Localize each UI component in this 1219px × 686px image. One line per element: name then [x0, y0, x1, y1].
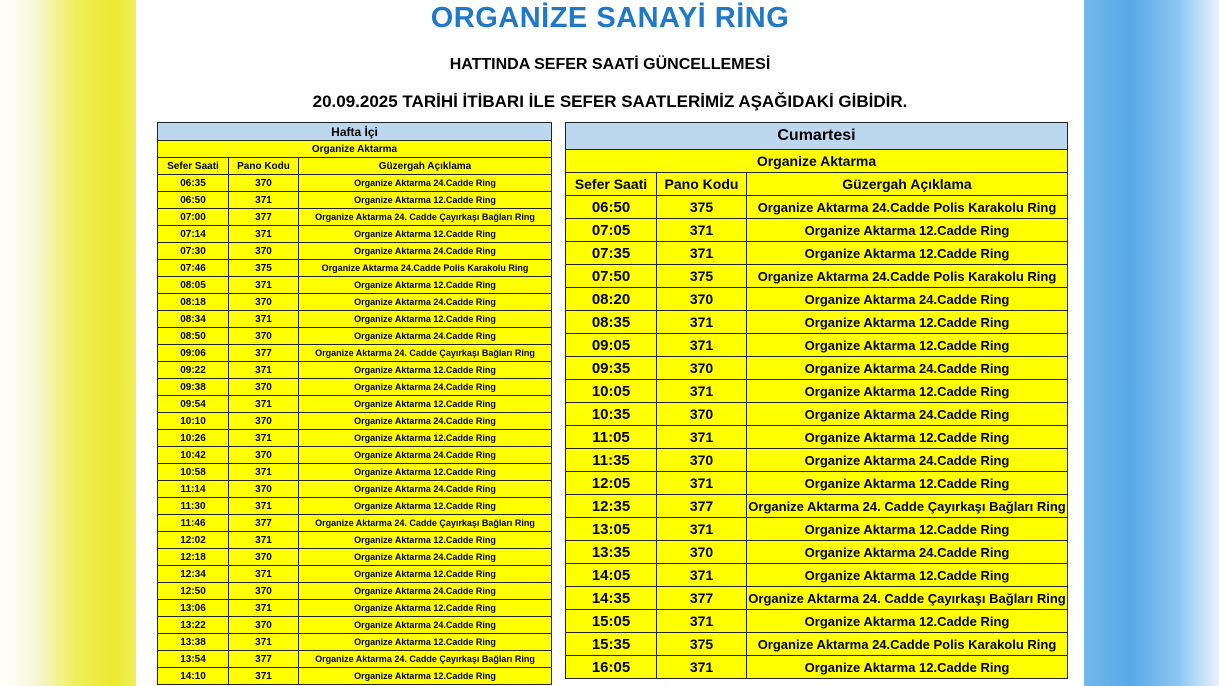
route-description: Organize Aktarma 24.Cadde Polis Karakolu Ring: [747, 196, 1068, 219]
departure-time: 08:35: [566, 311, 657, 334]
route-code: 371: [229, 600, 299, 617]
weekday-table: [157, 122, 552, 685]
route-code: 371: [657, 334, 747, 357]
departure-time: 10:10: [158, 413, 229, 430]
departure-time: 10:35: [566, 403, 657, 426]
route-description: Organize Aktarma 24. Cadde Çayırkaşı Bağları Ring: [747, 495, 1068, 518]
departure-time: 07:35: [566, 242, 657, 265]
departure-time: 11:14: [158, 481, 229, 498]
route-description: Organize Aktarma 24.Cadde Ring: [299, 413, 552, 430]
table-row: [158, 260, 552, 277]
table-row: [566, 656, 1068, 679]
column-header-time: Sefer Saati: [158, 158, 229, 175]
table-row: [158, 311, 552, 328]
table-row: [158, 413, 552, 430]
route-code: 371: [229, 498, 299, 515]
route-description: Organize Aktarma 12.Cadde Ring: [299, 566, 552, 583]
route-code: 370: [229, 481, 299, 498]
column-header-route: Güzergah Açıklama: [747, 173, 1068, 196]
route-code: 375: [657, 196, 747, 219]
table-row: [566, 610, 1068, 633]
departure-time: 09:54: [158, 396, 229, 413]
route-code: 371: [657, 610, 747, 633]
table-row: [566, 541, 1068, 564]
route-code: 375: [657, 633, 747, 656]
route-code: 371: [229, 430, 299, 447]
route-code: 371: [657, 472, 747, 495]
table-row: [158, 430, 552, 447]
route-description: Organize Aktarma 24.Cadde Ring: [747, 449, 1068, 472]
route-code: 377: [229, 209, 299, 226]
departure-time: 10:05: [566, 380, 657, 403]
route-code: 375: [229, 260, 299, 277]
table-row: [158, 583, 552, 600]
departure-time: 09:35: [566, 357, 657, 380]
route-code: 370: [229, 294, 299, 311]
table-row: [158, 600, 552, 617]
route-code: 371: [229, 277, 299, 294]
departure-time: 07:14: [158, 226, 229, 243]
route-description: Organize Aktarma 12.Cadde Ring: [299, 226, 552, 243]
column-header-code: Pano Kodu: [229, 158, 299, 175]
table-row: [158, 277, 552, 294]
stop-header: Organize Aktarma: [158, 141, 552, 158]
day-header: Cumartesi: [566, 123, 1068, 150]
table-row: [158, 192, 552, 209]
route-description: Organize Aktarma 24.Cadde Ring: [299, 294, 552, 311]
departure-time: 08:05: [158, 277, 229, 294]
table-row: [566, 311, 1068, 334]
departure-time: 16:05: [566, 656, 657, 679]
route-description: Organize Aktarma 12.Cadde Ring: [299, 668, 552, 685]
route-code: 371: [657, 311, 747, 334]
departure-time: 13:38: [158, 634, 229, 651]
table-row: [566, 495, 1068, 518]
background-right-blue: [1083, 0, 1219, 686]
table-row: [158, 447, 552, 464]
route-description: Organize Aktarma 12.Cadde Ring: [299, 277, 552, 294]
departure-time: 07:05: [566, 219, 657, 242]
departure-time: 10:42: [158, 447, 229, 464]
column-header-code: Pano Kodu: [657, 173, 747, 196]
route-description: Organize Aktarma 24.Cadde Polis Karakolu Ring: [299, 260, 552, 277]
table-row: [158, 226, 552, 243]
route-code: 371: [657, 219, 747, 242]
table-row: [566, 449, 1068, 472]
departure-time: 08:50: [158, 328, 229, 345]
table-row: [566, 403, 1068, 426]
background-left-yellow: [0, 0, 140, 686]
route-code: 371: [229, 532, 299, 549]
table-row: [566, 334, 1068, 357]
table-row: [158, 243, 552, 260]
route-description: Organize Aktarma 12.Cadde Ring: [299, 600, 552, 617]
table-row: [158, 617, 552, 634]
route-description: Organize Aktarma 24. Cadde Çayırkaşı Bağları Ring: [747, 587, 1068, 610]
route-description: Organize Aktarma 12.Cadde Ring: [747, 242, 1068, 265]
route-description: Organize Aktarma 12.Cadde Ring: [299, 311, 552, 328]
departure-time: 08:20: [566, 288, 657, 311]
route-description: Organize Aktarma 12.Cadde Ring: [747, 518, 1068, 541]
table-row: [566, 426, 1068, 449]
departure-time: 13:06: [158, 600, 229, 617]
departure-time: 07:00: [158, 209, 229, 226]
route-code: 371: [657, 426, 747, 449]
route-description: Organize Aktarma 12.Cadde Ring: [299, 362, 552, 379]
table-row: [158, 651, 552, 668]
table-row: [158, 396, 552, 413]
route-description: Organize Aktarma 24.Cadde Ring: [747, 403, 1068, 426]
table-row: [158, 668, 552, 685]
route-description: Organize Aktarma 24.Cadde Ring: [299, 447, 552, 464]
table-row: [566, 518, 1068, 541]
table-row: [566, 380, 1068, 403]
route-description: Organize Aktarma 24. Cadde Çayırkaşı Bağları Ring: [299, 209, 552, 226]
route-description: Organize Aktarma 12.Cadde Ring: [299, 430, 552, 447]
route-code: 370: [229, 243, 299, 260]
route-code: 370: [657, 357, 747, 380]
route-description: Organize Aktarma 24.Cadde Ring: [299, 583, 552, 600]
route-code: 370: [657, 288, 747, 311]
departure-time: 12:34: [158, 566, 229, 583]
route-code: 370: [229, 379, 299, 396]
departure-time: 08:18: [158, 294, 229, 311]
route-description: Organize Aktarma 12.Cadde Ring: [299, 634, 552, 651]
table-row: [158, 175, 552, 192]
route-code: 377: [229, 651, 299, 668]
departure-time: 14:10: [158, 668, 229, 685]
route-description: Organize Aktarma 12.Cadde Ring: [747, 219, 1068, 242]
route-description: Organize Aktarma 12.Cadde Ring: [299, 532, 552, 549]
table-row: [566, 357, 1068, 380]
day-header: Hafta İçi: [158, 123, 552, 141]
table-row: [158, 481, 552, 498]
route-description: Organize Aktarma 24. Cadde Çayırkaşı Bağları Ring: [299, 345, 552, 362]
route-code: 370: [657, 541, 747, 564]
route-code: 370: [657, 403, 747, 426]
departure-time: 06:50: [566, 196, 657, 219]
table-row: [158, 294, 552, 311]
table-row: [158, 328, 552, 345]
route-description: Organize Aktarma 24.Cadde Ring: [299, 328, 552, 345]
departure-time: 13:54: [158, 651, 229, 668]
route-description: Organize Aktarma 24.Cadde Ring: [299, 617, 552, 634]
table-row: [158, 498, 552, 515]
departure-time: 13:22: [158, 617, 229, 634]
route-code: 377: [229, 515, 299, 532]
route-code: 371: [657, 242, 747, 265]
route-description: Organize Aktarma 12.Cadde Ring: [747, 334, 1068, 357]
route-code: 370: [229, 175, 299, 192]
table-row: [158, 209, 552, 226]
route-code: 370: [229, 413, 299, 430]
route-code: 370: [657, 449, 747, 472]
departure-time: 07:30: [158, 243, 229, 260]
departure-time: 12:02: [158, 532, 229, 549]
saturday-table: [565, 122, 1068, 679]
table-row: [158, 532, 552, 549]
route-description: Organize Aktarma 12.Cadde Ring: [299, 396, 552, 413]
route-description: Organize Aktarma 24.Cadde Ring: [299, 481, 552, 498]
route-code: 370: [229, 617, 299, 634]
departure-time: 12:35: [566, 495, 657, 518]
route-code: 371: [229, 311, 299, 328]
departure-time: 11:35: [566, 449, 657, 472]
column-header-route: Güzergah Açıklama: [299, 158, 552, 175]
table-row: [158, 379, 552, 396]
route-description: Organize Aktarma 12.Cadde Ring: [747, 564, 1068, 587]
table-row: [566, 564, 1068, 587]
departure-time: 13:35: [566, 541, 657, 564]
table-row: [158, 566, 552, 583]
route-code: 371: [229, 192, 299, 209]
weekday-schedule: [157, 122, 552, 685]
route-code: 375: [657, 265, 747, 288]
departure-time: 06:50: [158, 192, 229, 209]
route-code: 370: [229, 328, 299, 345]
route-description: Organize Aktarma 12.Cadde Ring: [299, 464, 552, 481]
route-description: Organize Aktarma 24. Cadde Çayırkaşı Bağları Ring: [299, 515, 552, 532]
departure-time: 09:06: [158, 345, 229, 362]
route-code: 370: [229, 447, 299, 464]
departure-time: 07:50: [566, 265, 657, 288]
route-code: 377: [229, 345, 299, 362]
route-description: Organize Aktarma 12.Cadde Ring: [299, 192, 552, 209]
route-code: 377: [657, 587, 747, 610]
page-subtitle: HATTINDA SEFER SAATİ GÜNCELLEMESİ: [449, 56, 771, 73]
departure-time: 09:38: [158, 379, 229, 396]
departure-time: 12:05: [566, 472, 657, 495]
route-code: 371: [229, 226, 299, 243]
departure-time: 12:50: [158, 583, 229, 600]
route-code: 370: [229, 583, 299, 600]
route-description: Organize Aktarma 24.Cadde Ring: [299, 379, 552, 396]
departure-time: 14:35: [566, 587, 657, 610]
route-code: 371: [229, 668, 299, 685]
table-row: [566, 472, 1068, 495]
table-row: [566, 242, 1068, 265]
departure-time: 09:05: [566, 334, 657, 357]
table-row: [158, 362, 552, 379]
departure-time: 11:05: [566, 426, 657, 449]
route-description: Organize Aktarma 24. Cadde Çayırkaşı Bağları Ring: [299, 651, 552, 668]
table-row: [158, 464, 552, 481]
route-description: Organize Aktarma 24.Cadde Polis Karakolu Ring: [747, 633, 1068, 656]
table-row: [566, 265, 1068, 288]
route-code: 371: [657, 380, 747, 403]
route-code: 371: [229, 566, 299, 583]
table-row: [158, 634, 552, 651]
route-description: Organize Aktarma 12.Cadde Ring: [747, 472, 1068, 495]
route-description: Organize Aktarma 12.Cadde Ring: [299, 498, 552, 515]
departure-time: 12:18: [158, 549, 229, 566]
departure-time: 11:30: [158, 498, 229, 515]
table-row: [566, 587, 1068, 610]
route-code: 377: [657, 495, 747, 518]
route-description: Organize Aktarma 12.Cadde Ring: [747, 426, 1068, 449]
route-code: 371: [229, 464, 299, 481]
departure-time: 07:46: [158, 260, 229, 277]
saturday-schedule: [565, 122, 1068, 679]
route-description: Organize Aktarma 24.Cadde Ring: [299, 175, 552, 192]
route-description: Organize Aktarma 12.Cadde Ring: [747, 380, 1068, 403]
route-description: Organize Aktarma 12.Cadde Ring: [747, 610, 1068, 633]
departure-time: 11:46: [158, 515, 229, 532]
route-code: 371: [657, 518, 747, 541]
effective-date-notice: 20.09.2025 TARİHİ İTİBARI İLE SEFER SAATLERİMİZ AŞAĞIDAKİ GİBİDİR.: [312, 92, 908, 111]
route-code: 371: [229, 396, 299, 413]
route-description: Organize Aktarma 24.Cadde Ring: [747, 288, 1068, 311]
route-code: 370: [229, 549, 299, 566]
route-description: Organize Aktarma 24.Cadde Polis Karakolu Ring: [747, 265, 1068, 288]
departure-time: 06:35: [158, 175, 229, 192]
route-description: Organize Aktarma 24.Cadde Ring: [299, 243, 552, 260]
stop-header: Organize Aktarma: [566, 150, 1068, 173]
route-code: 371: [229, 362, 299, 379]
column-header-time: Sefer Saati: [566, 173, 657, 196]
table-row: [158, 345, 552, 362]
table-row: [158, 515, 552, 532]
route-description: Organize Aktarma 24.Cadde Ring: [747, 357, 1068, 380]
departure-time: 15:05: [566, 610, 657, 633]
departure-time: 10:58: [158, 464, 229, 481]
departure-time: 08:34: [158, 311, 229, 328]
table-row: [158, 549, 552, 566]
departure-time: 13:05: [566, 518, 657, 541]
route-description: Organize Aktarma 12.Cadde Ring: [747, 656, 1068, 679]
route-description: Organize Aktarma 24.Cadde Ring: [747, 541, 1068, 564]
route-code: 371: [657, 564, 747, 587]
departure-time: 15:35: [566, 633, 657, 656]
route-code: 371: [657, 656, 747, 679]
table-row: [566, 633, 1068, 656]
departure-time: 14:05: [566, 564, 657, 587]
table-row: [566, 288, 1068, 311]
route-description: Organize Aktarma 24.Cadde Ring: [299, 549, 552, 566]
table-row: [566, 196, 1068, 219]
departure-time: 09:22: [158, 362, 229, 379]
route-code: 371: [229, 634, 299, 651]
page-title: ORGANİZE SANAYİ RİNG: [430, 2, 790, 34]
table-row: [566, 219, 1068, 242]
departure-time: 10:26: [158, 430, 229, 447]
route-description: Organize Aktarma 12.Cadde Ring: [747, 311, 1068, 334]
